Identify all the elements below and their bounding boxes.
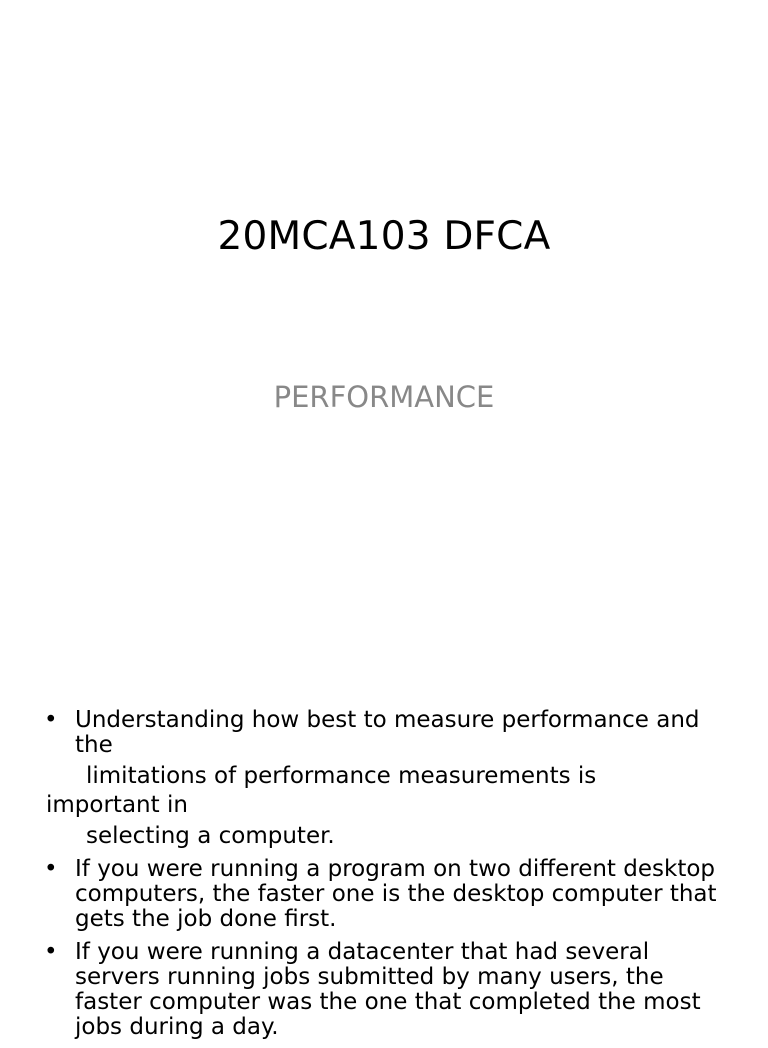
bullet-marker: • (44, 856, 58, 882)
bullet-continuation: limitations of performance measurements is (86, 763, 597, 789)
bullet-text: If you were running a program on two different desktop computers, the faster one is the desktop computer that gets the job done first. (75, 856, 717, 932)
bullet-item (44, 708, 734, 849)
slide-title: 20MCA103 DFCA (217, 214, 551, 259)
bullet-text: Understanding how best to measure performance and the (75, 707, 700, 758)
bullet-item (44, 857, 734, 932)
bullet-list (44, 708, 734, 1048)
content-slide (0, 690, 768, 1040)
bullet-marker: • (44, 939, 58, 965)
slide-subtitle: PERFORMANCE (273, 380, 495, 414)
bullet-marker: • (44, 707, 58, 733)
bullet-continuation: important in (46, 792, 188, 818)
bullet-item (44, 940, 734, 1040)
bullet-continuation: selecting a computer. (86, 823, 335, 849)
bullet-text: If you were running a datacenter that had several servers running jobs submitted by many users, the faster computer was the one that completed the most jobs during a day. (75, 939, 701, 1040)
